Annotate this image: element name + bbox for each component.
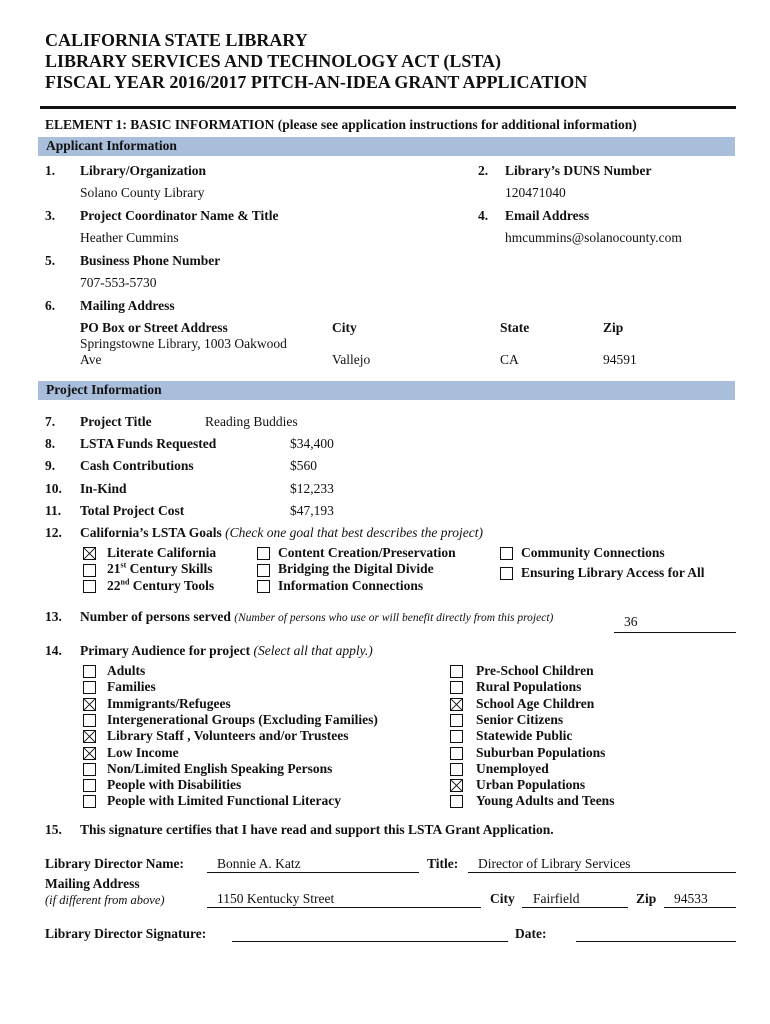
in-kind-field[interactable]: $12,233	[290, 481, 334, 496]
goal-21st-century-label	[107, 561, 213, 577]
q13-hint: (Number of persons who use or will benefit directly from this project)	[234, 612, 554, 624]
applicant-info-label: Applicant Information	[46, 138, 177, 153]
audience-right-checkbox-6[interactable]	[450, 763, 463, 776]
form-title-line2: LIBRARY SERVICES AND TECHNOLOGY ACT (LSTA)	[45, 51, 502, 71]
q12-label: California’s LSTA Goals	[80, 525, 222, 540]
q4-label: Email Address	[505, 208, 590, 223]
goal-22nd-century-checkbox[interactable]	[83, 580, 96, 593]
title-label: Title:	[427, 856, 459, 871]
project-info-label: Project Information	[46, 382, 162, 397]
mailing-address-label: Mailing Address	[45, 876, 140, 891]
audience-left-label-3: Intergenerational Groups (Excluding Families)	[107, 711, 378, 727]
q14-label: Primary Audience for project	[80, 643, 251, 658]
persons-served-underline	[614, 632, 736, 633]
lsta-funds-field[interactable]: $34,400	[290, 436, 334, 451]
goal-content-label: Content Creation/Preservation	[278, 545, 456, 560]
q8-label: LSTA Funds Requested	[80, 436, 217, 451]
audience-right-label-4: Statewide Public	[476, 728, 573, 744]
audience-right-checkbox-4[interactable]	[450, 730, 463, 743]
director-mailing-field[interactable]: 1150 Kentucky Street	[217, 891, 335, 906]
mailing-address-hint: (if different from above)	[45, 893, 165, 907]
audience-left-label-5: Low Income	[107, 744, 179, 760]
q5-label: Business Phone Number	[80, 253, 221, 268]
audience-right-label-3: Senior Citizens	[476, 711, 564, 727]
director-zip-label: Zip	[636, 891, 657, 906]
element1-heading: ELEMENT 1: BASIC INFORMATION (please see application instructions for additional information)	[45, 117, 637, 132]
q3-number: 3.	[45, 208, 56, 223]
audience-right-label-7: Urban Populations	[476, 777, 586, 793]
director-city-underline	[522, 907, 628, 908]
city-field[interactable]: Vallejo	[332, 352, 371, 367]
director-title-underline	[468, 872, 736, 873]
goal-bridging-label: Bridging the Digital Divide	[278, 561, 434, 576]
q7-label: Project Title	[80, 414, 152, 429]
street-address-label: PO Box or Street Address	[80, 320, 228, 335]
street-address-field[interactable]: Springstowne Library, 1003 Oakwood	[80, 336, 287, 351]
q8-number: 8.	[45, 436, 56, 451]
audience-left-label-0: Adults	[107, 663, 146, 678]
q14-hint: (Select all that apply.)	[253, 643, 373, 658]
audience-right-checkbox-7[interactable]	[450, 779, 463, 792]
audience-right-label-5: Suburban Populations	[476, 744, 606, 760]
q10-number: 10.	[45, 481, 62, 496]
q13-label: Number of persons served	[80, 609, 231, 624]
audience-right-checkbox-3[interactable]	[450, 714, 463, 727]
director-mailing-underline	[207, 907, 481, 908]
audience-left-checkbox-8[interactable]	[83, 795, 96, 808]
project-info-band	[38, 381, 735, 400]
audience-left-checkbox-4[interactable]	[83, 730, 96, 743]
project-title-field[interactable]: Reading Buddies	[205, 414, 298, 429]
goal-21-text: Century Skills	[126, 561, 213, 576]
audience-left-label-4: Library Staff , Volunteers and/or Trustees	[107, 728, 349, 744]
audience-left-checkbox-1[interactable]	[83, 681, 96, 694]
city-label: City	[332, 320, 357, 335]
audience-right-checkbox-1[interactable]	[450, 681, 463, 694]
date-field[interactable]	[576, 941, 736, 942]
audience-right-label-6: Unemployed	[476, 760, 549, 776]
q11-number: 11.	[45, 503, 62, 518]
form-title-line3: FISCAL YEAR 2016/2017 PITCH-AN-IDEA GRANT APPLICATION	[45, 72, 588, 92]
audience-right-label-8: Young Adults and Teens	[476, 793, 615, 809]
project-coordinator-field[interactable]: Heather Cummins	[80, 230, 179, 245]
director-city-field[interactable]: Fairfield	[533, 891, 580, 906]
duns-number-field[interactable]: 120471040	[505, 185, 566, 200]
goal-22-text: Century Tools	[129, 578, 215, 593]
audience-left-checkbox-0[interactable]	[83, 665, 96, 678]
goal-literate-label: Literate California	[107, 545, 217, 560]
goal-21-number: 21	[107, 561, 121, 576]
audience-left-label-6: Non/Limited English Speaking Persons	[107, 760, 333, 776]
library-organization-field[interactable]: Solano County Library	[80, 185, 205, 200]
goal-access-checkbox[interactable]	[500, 567, 513, 580]
q3-label: Project Coordinator Name & Title	[80, 208, 279, 223]
cash-contributions-field[interactable]: $560	[290, 458, 317, 473]
goal-22-number: 22	[107, 578, 121, 593]
q7-number: 7.	[45, 414, 56, 429]
q11-label: Total Project Cost	[80, 503, 185, 518]
audience-left-checkbox-6[interactable]	[83, 763, 96, 776]
business-phone-field[interactable]: 707-553-5730	[80, 275, 157, 290]
director-zip-underline	[664, 907, 736, 908]
director-city-label: City	[490, 891, 515, 906]
goal-community-checkbox[interactable]	[500, 547, 513, 560]
goal-info-checkbox[interactable]	[257, 580, 270, 593]
street-address-field-line2[interactable]: Ave	[80, 352, 102, 367]
q13-number: 13.	[45, 609, 62, 624]
q2-label: Library’s DUNS Number	[505, 163, 652, 178]
q12-question	[80, 525, 483, 541]
goal-access-label: Ensuring Library Access for All	[521, 565, 705, 580]
audience-left-label-2: Immigrants/Refugees	[107, 695, 231, 711]
audience-left-checkbox-2[interactable]	[83, 698, 96, 711]
audience-right-checkbox-5[interactable]	[450, 747, 463, 760]
q9-number: 9.	[45, 458, 56, 473]
q9-label: Cash Contributions	[80, 458, 194, 473]
goal-community-label: Community Connections	[521, 545, 665, 560]
email-address-field[interactable]: hmcummins@solanocounty.com	[505, 230, 682, 245]
audience-right-label-0: Pre-School Children	[476, 663, 594, 678]
state-label: State	[500, 320, 530, 335]
audience-right-label-2: School Age Children	[476, 695, 595, 711]
goal-literate-checkbox[interactable]	[83, 547, 96, 560]
form-title-line1: CALIFORNIA STATE LIBRARY	[45, 30, 308, 50]
audience-left-label-7: People with Disabilities	[107, 777, 242, 793]
signature-label: Library Director Signature:	[45, 926, 207, 941]
q1-label: Library/Organization	[80, 163, 206, 178]
q14-number: 14.	[45, 643, 62, 658]
goal-21st-century-checkbox[interactable]	[83, 564, 96, 577]
goal-content-checkbox[interactable]	[257, 547, 270, 560]
audience-left-checkbox-7[interactable]	[83, 779, 96, 792]
goal-22nd-century-label	[107, 578, 214, 594]
goal-22-suffix: nd	[120, 577, 130, 587]
signature-field[interactable]	[232, 941, 508, 942]
persons-served-field[interactable]: 36	[624, 614, 638, 629]
director-zip-field[interactable]: 94533	[674, 891, 708, 906]
director-name-label: Library Director Name:	[45, 856, 184, 871]
q2-number: 2.	[478, 163, 489, 178]
director-title-field[interactable]: Director of Library Services	[478, 856, 631, 871]
date-label: Date:	[515, 926, 547, 941]
q4-number: 4.	[478, 208, 489, 223]
audience-right-label-1: Rural Populations	[476, 679, 582, 695]
q6-label: Mailing Address	[80, 298, 175, 313]
goal-info-label: Information Connections	[278, 578, 424, 593]
goal-bridging-checkbox[interactable]	[257, 564, 270, 577]
audience-left-label-8: People with Limited Functional Literacy	[107, 793, 341, 809]
q15-label: This signature certifies that I have read and support this LSTA Grant Application.	[80, 822, 554, 837]
header-rule	[40, 106, 736, 109]
zip-label: Zip	[603, 320, 624, 335]
goal-21-suffix: st	[120, 560, 127, 570]
audience-right-checkbox-8[interactable]	[450, 795, 463, 808]
audience-left-label-1: Families	[107, 679, 156, 695]
zip-field[interactable]: 94591	[603, 352, 637, 367]
audience-right-checkbox-2[interactable]	[450, 698, 463, 711]
audience-left-checkbox-3[interactable]	[83, 714, 96, 727]
q6-number: 6.	[45, 298, 56, 313]
director-name-underline	[207, 872, 419, 873]
q5-number: 5.	[45, 253, 56, 268]
state-field[interactable]: CA	[500, 352, 519, 367]
q14-question	[80, 643, 373, 659]
audience-right-checkbox-0[interactable]	[450, 665, 463, 678]
applicant-info-band	[38, 137, 735, 156]
audience-left-checkbox-5[interactable]	[83, 747, 96, 760]
total-cost-field[interactable]: $47,193	[290, 503, 334, 518]
q1-number: 1.	[45, 163, 56, 178]
q12-hint: (Check one goal that best describes the project)	[225, 525, 483, 540]
q15-number: 15.	[45, 822, 62, 837]
q12-number: 12.	[45, 525, 62, 540]
q10-label: In-Kind	[80, 481, 127, 496]
q13-question	[80, 609, 553, 625]
director-name-field[interactable]: Bonnie A. Katz	[217, 856, 301, 871]
